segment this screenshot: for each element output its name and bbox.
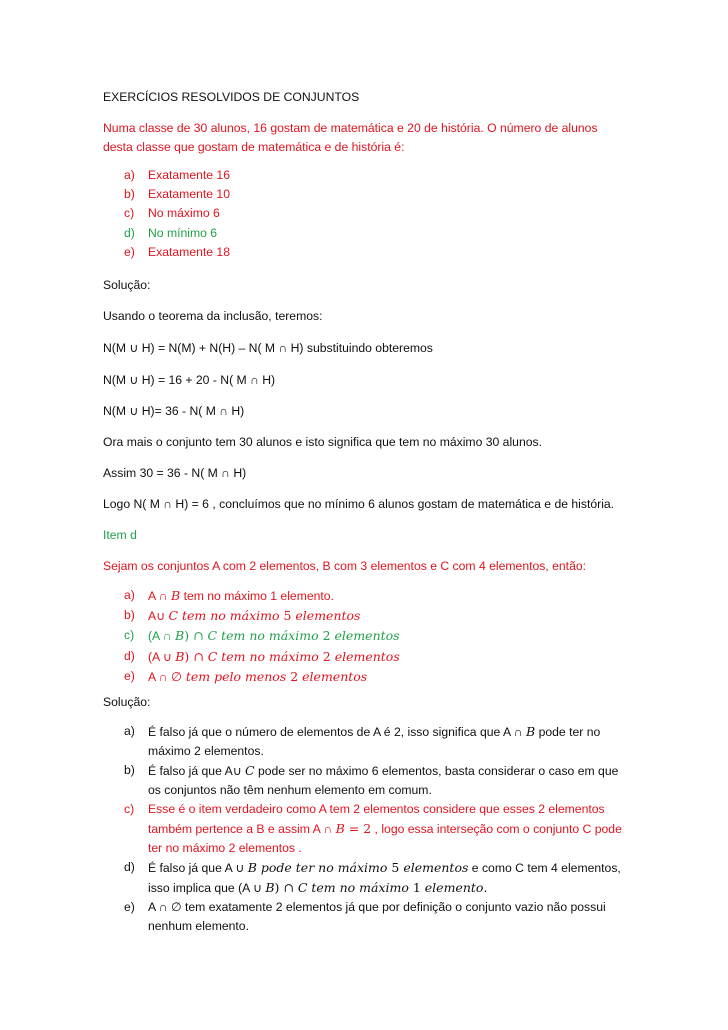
solution-1-line-7: Logo N( M ∩ H) = 6 , concluímos que no mínimo 6 alunos gostam de matemática e de história. bbox=[103, 497, 615, 511]
question-2-statement: Sejam os conjuntos A com 2 elementos, B com 3 elementos e C com 4 elementos, então: bbox=[103, 559, 587, 573]
question-1-statement-line-2: desta classe que gostam de matemática e de história é: bbox=[103, 140, 405, 154]
solution-e: e) A ∩ ∅ tem exatamente 2 elementos já que por definição o conjunto vazio não possui nenhum elemento. bbox=[124, 900, 606, 933]
option-e: e) A ∩ ∅ tem pelo menos 2 elementos bbox=[124, 668, 368, 684]
solution-d: d) É falso já que A ∪ B pode ter no máximo 5 elementos e como C tem 4 elementos, isso implica que (A ∪ B) ∩ C tem no máximo 1 elemento. bbox=[124, 860, 621, 895]
solution-label-2: Solução: bbox=[103, 695, 151, 709]
option-c: c) (A ∩ B) ∩ C tem no máximo 2 elementos bbox=[124, 628, 400, 644]
solution-1-line-5: Ora mais o conjunto tem 30 alunos e isto significa que tem no máximo 30 alunos. bbox=[103, 435, 542, 449]
question-2-solutions bbox=[124, 722, 634, 936]
solution-1-line-4: N(M ∪ H)= 36 - N( M ∩ H) bbox=[103, 404, 245, 418]
option-b: b) Exatamente 10 bbox=[124, 187, 230, 202]
solution-1-line-2: N(M ∪ H) = N(M) + N(H) – N( M ∩ H) substituindo obteremos bbox=[103, 341, 433, 355]
question-1-options bbox=[124, 166, 230, 262]
option-b: b) A∪ C tem no máximo 5 elementos bbox=[124, 608, 361, 624]
option-a: a) Exatamente 16 bbox=[124, 168, 230, 182]
option-e: e) Exatamente 18 bbox=[124, 244, 230, 259]
option-c: c) No máximo 6 bbox=[124, 206, 220, 221]
option-d: d) (A ∪ B) ∩ C tem no máximo 2 elementos bbox=[124, 648, 400, 664]
question-2-options bbox=[124, 586, 400, 687]
solution-a: a) É falso já que o número de elementos de A é 2, isso significa que A ∩ B pode ter no máximo 2 elementos. bbox=[124, 724, 601, 758]
question-1-statement-line-1: Numa classe de 30 alunos, 16 gostam de matemática e 20 de história. O número de alunos bbox=[103, 121, 598, 135]
solution-1-line-3: N(M ∪ H) = 16 + 20 - N( M ∩ H) bbox=[103, 373, 276, 387]
answer-item-d: Item d bbox=[103, 528, 137, 542]
option-a: a) A ∩ B tem no máximo 1 elemento. bbox=[124, 588, 334, 603]
solution-c: c) Esse é o item verdadeiro como A tem 2 elementos considere que esses 2 elementos também pertence a B e assim A ∩ B = 2 , logo essa interseção com o conjunto C pode ter no máximo 2 elementos . bbox=[124, 802, 622, 855]
solution-1-line-1: Usando o teorema da inclusão, teremos: bbox=[103, 309, 323, 323]
solution-label-1: Solução: bbox=[103, 278, 151, 292]
solution-b: b) É falso já que A∪ C pode ser no máximo 6 elementos, basta considerar o caso em que os conjuntos não têm nenhum elemento em comum. bbox=[124, 763, 619, 797]
option-d: d) No mínimo 6 bbox=[124, 225, 218, 240]
page-title: EXERCÍCIOS RESOLVIDOS DE CONJUNTOS bbox=[103, 90, 360, 104]
solution-1-line-6: Assim 30 = 36 - N( M ∩ H) bbox=[103, 466, 247, 480]
